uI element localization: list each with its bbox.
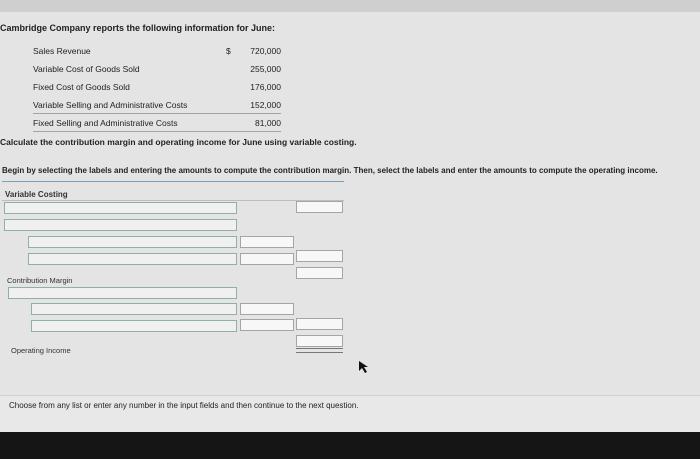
amount-input-variable-cost-2[interactable]	[240, 253, 294, 265]
problem-intro: Cambridge Company reports the following information for June:	[0, 23, 276, 33]
info-label: Variable Cost of Goods Sold	[33, 64, 140, 74]
amount-input-fixed-cost-2[interactable]	[240, 319, 294, 331]
info-label: Sales Revenue	[33, 46, 91, 56]
amount-input-revenue[interactable]	[296, 201, 343, 213]
info-row-fixed-sga	[33, 115, 281, 132]
instructions: Begin by selecting the labels and entering the amounts to compute the contribution margin. Then, select the labels and enter the amounts to compute the operating income.	[2, 166, 658, 175]
info-row-variable-cogs	[33, 61, 281, 78]
label-select-fixed-cost-2[interactable]	[31, 320, 237, 332]
info-label: Variable Selling and Administrative Costs	[33, 100, 188, 110]
amount-input-contribution-margin[interactable]	[296, 267, 343, 279]
task-statement: Calculate the contribution margin and operating income for June using variable costing.	[0, 137, 357, 147]
info-value: 255,000	[250, 64, 281, 74]
info-value: 81,000	[255, 118, 281, 128]
label-select-variable-cost-2[interactable]	[28, 253, 237, 265]
info-value: 720,000	[250, 46, 281, 56]
table-divider	[33, 131, 281, 132]
amount-input-fixed-cost-1[interactable]	[240, 303, 294, 315]
label-select-fixed-costs[interactable]	[8, 287, 237, 299]
amount-input-total-variable-costs[interactable]	[296, 250, 343, 262]
header-rule	[2, 181, 344, 182]
info-label: Fixed Selling and Administrative Costs	[33, 118, 178, 128]
info-value: 152,000	[250, 100, 281, 110]
worksheet-title: Variable Costing	[5, 190, 68, 199]
dark-bottom-strip	[0, 432, 700, 459]
label-select-variable-cost-1[interactable]	[28, 236, 237, 248]
label-select-fixed-cost-1[interactable]	[31, 303, 237, 315]
operating-income-label: Operating Income	[11, 346, 71, 355]
mouse-cursor-icon	[357, 360, 369, 374]
label-select-variable-costs[interactable]	[4, 219, 237, 231]
info-row-fixed-cogs	[33, 79, 281, 96]
footer-instructions: Choose from any list or enter any number in the input fields and then continue to the next question.	[9, 401, 359, 410]
info-label: Fixed Cost of Goods Sold	[33, 82, 130, 92]
amount-input-operating-income[interactable]	[296, 335, 343, 347]
currency-symbol: $	[226, 46, 231, 56]
table-divider	[33, 113, 281, 114]
contribution-margin-label: Contribution Margin	[7, 276, 73, 285]
info-row-variable-sga	[33, 97, 281, 114]
amount-input-total-fixed-costs[interactable]	[296, 318, 343, 330]
info-row-sales-revenue	[33, 43, 281, 60]
title-rule	[2, 200, 344, 201]
label-select-revenue[interactable]	[4, 202, 237, 214]
top-strip	[0, 0, 700, 12]
info-value: 176,000	[250, 82, 281, 92]
amount-input-variable-cost-1[interactable]	[240, 236, 294, 248]
double-underline	[296, 348, 343, 353]
